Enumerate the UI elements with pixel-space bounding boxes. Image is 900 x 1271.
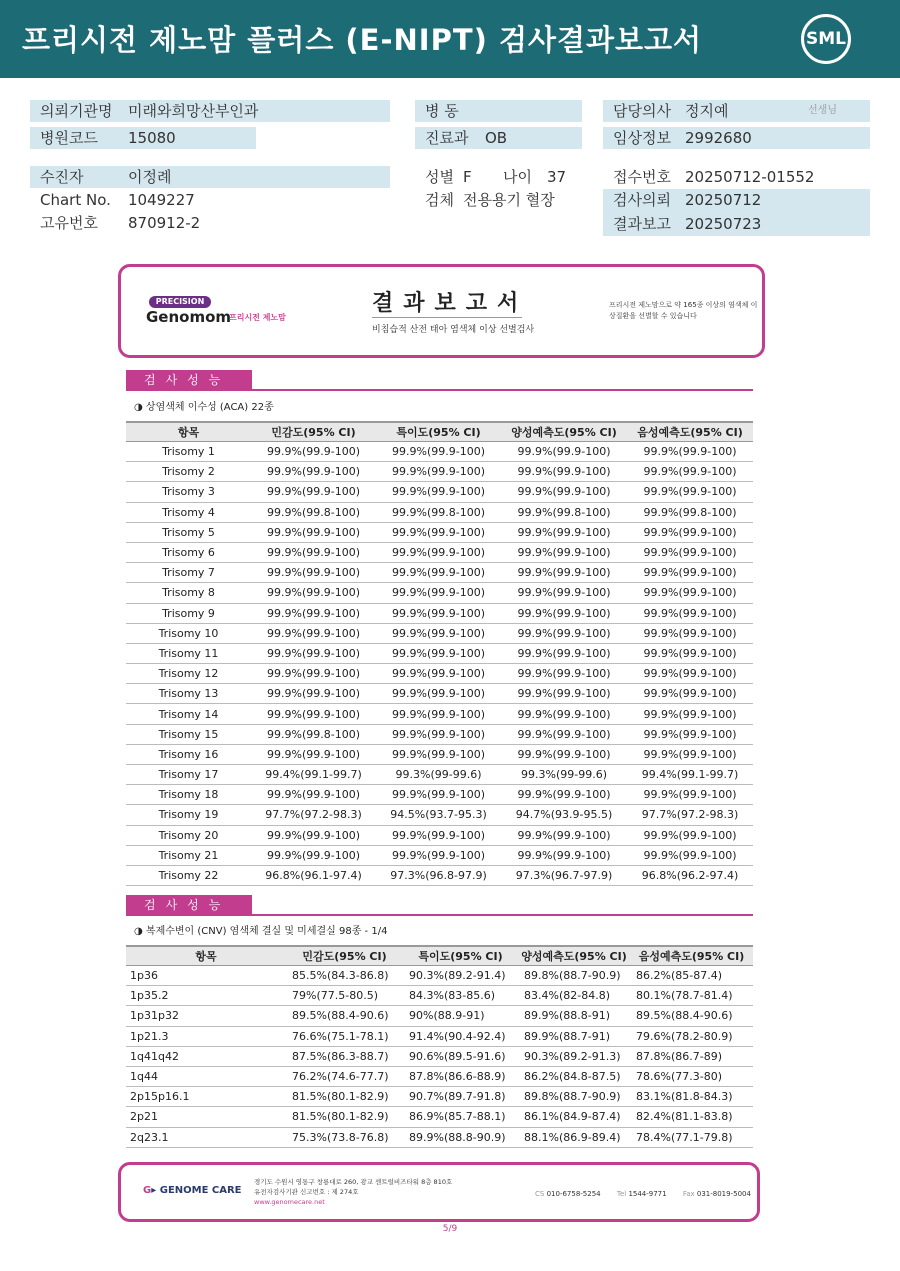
- aca-table-row: [126, 502, 753, 522]
- aca-value-cell: 99.9%(99.9-100): [251, 643, 376, 663]
- aca-value-cell: 99.9%(99.9-100): [376, 704, 501, 724]
- aca-item-cell: Trisomy 10: [126, 623, 251, 643]
- aca-value-cell: 99.9%(99.9-100): [251, 462, 376, 482]
- aca-value-cell: 99.9%(99.9-100): [376, 583, 501, 603]
- aca-value-cell: 99.9%(99.9-100): [251, 603, 376, 623]
- cnv-table-row: [126, 966, 753, 986]
- cnv-value-cell: 86.1%(84.9-87.4): [518, 1107, 630, 1127]
- receipt-value: 20250712-01552: [685, 168, 815, 186]
- aca-value-cell: 99.9%(99.9-100): [376, 643, 501, 663]
- aca-value-cell: 99.9%(99.9-100): [376, 563, 501, 583]
- aca-value-cell: 99.9%(99.9-100): [376, 845, 501, 865]
- sex-age-field: [415, 166, 582, 188]
- aca-table-row: [126, 603, 753, 623]
- cnv-header-cell: 항목: [126, 946, 286, 966]
- aca-table-row: [126, 623, 753, 643]
- aca-item-cell: Trisomy 12: [126, 664, 251, 684]
- sex-value: F: [463, 168, 472, 186]
- aca-value-cell: 99.9%(99.9-100): [376, 825, 501, 845]
- cnv-value-cell: 75.3%(73.8-76.8): [286, 1127, 403, 1147]
- aca-value-cell: 96.8%(96.2-97.4): [627, 865, 753, 885]
- hospital-label: 의뢰기관명: [40, 102, 113, 120]
- aca-value-cell: 99.3%(99-99.6): [501, 765, 627, 785]
- id-label: 고유번호: [40, 214, 98, 232]
- cnv-value-cell: 84.3%(83-85.6): [403, 986, 518, 1006]
- cnv-value-cell: 83.4%(82-84.8): [518, 986, 630, 1006]
- cnv-table-row: [126, 1046, 753, 1066]
- aca-value-cell: 99.9%(99.9-100): [251, 684, 376, 704]
- genomom-brand: Genomom: [146, 308, 232, 326]
- cnv-section-line: [126, 914, 753, 916]
- aca-item-cell: Trisomy 18: [126, 785, 251, 805]
- aca-value-cell: 99.9%(99.9-100): [251, 482, 376, 502]
- cnv-item-cell: 1p31p32: [126, 1006, 286, 1026]
- clinical-field: [603, 127, 870, 149]
- aca-table-row: [126, 542, 753, 562]
- cnv-item-cell: 1q44: [126, 1066, 286, 1086]
- aca-value-cell: 99.9%(99.9-100): [376, 623, 501, 643]
- cnv-item-cell: 2q23.1: [126, 1127, 286, 1147]
- dates-field: [603, 189, 870, 236]
- aca-value-cell: 99.9%(99.8-100): [501, 502, 627, 522]
- aca-value-cell: 99.9%(99.9-100): [376, 522, 501, 542]
- aca-value-cell: 99.9%(99.9-100): [501, 845, 627, 865]
- cs-number: 010-6758-5254: [546, 1190, 601, 1198]
- specimen-label: 검체: [425, 191, 454, 209]
- genome-care-icon-arrow: ▸: [151, 1185, 160, 1196]
- id-value: 870912-2: [128, 214, 201, 232]
- header-bar: [0, 0, 900, 78]
- cnv-value-cell: 89.8%(88.7-90.9): [518, 966, 630, 986]
- footer-card: [118, 1162, 760, 1222]
- code-label: 병원코드: [40, 129, 98, 147]
- cnv-section-tab: 검사성능: [126, 895, 252, 915]
- aca-value-cell: 99.4%(99.1-99.7): [251, 765, 376, 785]
- aca-value-cell: 99.9%(99.9-100): [627, 442, 753, 462]
- aca-value-cell: 97.3%(96.8-97.9): [376, 865, 501, 885]
- cnv-value-cell: 81.5%(80.1-82.9): [286, 1087, 403, 1107]
- cnv-value-cell: 87.8%(86.7-89): [630, 1046, 753, 1066]
- aca-item-cell: Trisomy 20: [126, 825, 251, 845]
- aca-value-cell: 99.9%(99.9-100): [627, 664, 753, 684]
- aca-value-cell: 99.9%(99.9-100): [501, 542, 627, 562]
- cnv-value-cell: 78.6%(77.3-80): [630, 1066, 753, 1086]
- aca-value-cell: 97.7%(97.2-98.3): [251, 805, 376, 825]
- aca-value-cell: 94.5%(93.7-95.3): [376, 805, 501, 825]
- aca-value-cell: 99.9%(99.9-100): [627, 522, 753, 542]
- aca-value-cell: 99.9%(99.9-100): [251, 563, 376, 583]
- aca-item-cell: Trisomy 16: [126, 744, 251, 764]
- aca-value-cell: 99.9%(99.9-100): [627, 724, 753, 744]
- aca-item-cell: Trisomy 13: [126, 684, 251, 704]
- genome-care-name: GENOME CARE: [159, 1185, 242, 1196]
- receipt-label: 접수번호: [613, 168, 671, 186]
- aca-header-cell: 항목: [126, 422, 251, 442]
- sml-logo: SML: [801, 14, 851, 64]
- hospital-field: [30, 100, 390, 122]
- cnv-table-row: [126, 1087, 753, 1107]
- aca-value-cell: 99.9%(99.9-100): [627, 704, 753, 724]
- aca-value-cell: 99.9%(99.9-100): [251, 845, 376, 865]
- tel-number: 1544-9771: [628, 1190, 667, 1198]
- aca-item-cell: Trisomy 22: [126, 865, 251, 885]
- aca-value-cell: 99.9%(99.9-100): [501, 462, 627, 482]
- aca-item-cell: Trisomy 3: [126, 482, 251, 502]
- aca-value-cell: 99.9%(99.9-100): [501, 744, 627, 764]
- aca-value-cell: 99.9%(99.9-100): [501, 623, 627, 643]
- aca-item-cell: Trisomy 4: [126, 502, 251, 522]
- cnv-item-cell: 1q41q42: [126, 1046, 286, 1066]
- cnv-value-cell: 76.2%(74.6-77.7): [286, 1066, 403, 1086]
- cnv-value-cell: 81.5%(80.1-82.9): [286, 1107, 403, 1127]
- aca-value-cell: 99.9%(99.9-100): [251, 744, 376, 764]
- cnv-value-cell: 86.2%(85-87.4): [630, 966, 753, 986]
- cnv-value-cell: 76.6%(75.1-78.1): [286, 1026, 403, 1046]
- aca-table-row: [126, 462, 753, 482]
- genomom-brand-sub: 프리시전 제노맘: [229, 313, 286, 322]
- aca-table-row: [126, 765, 753, 785]
- doctor-label: 담당의사: [613, 102, 671, 120]
- fax-number: 031-8019-5004: [696, 1190, 751, 1198]
- aca-value-cell: 99.9%(99.9-100): [376, 442, 501, 462]
- cnv-value-cell: 82.4%(81.1-83.8): [630, 1107, 753, 1127]
- title-divider: [372, 317, 522, 318]
- clinical-label: 임상정보: [613, 129, 671, 147]
- cnv-value-cell: 90.3%(89.2-91.4): [403, 966, 518, 986]
- aca-item-cell: Trisomy 6: [126, 542, 251, 562]
- cnv-value-cell: 90%(88.9-91): [403, 1006, 518, 1026]
- aca-value-cell: 99.9%(99.9-100): [376, 462, 501, 482]
- aca-item-cell: Trisomy 1: [126, 442, 251, 462]
- aca-item-cell: Trisomy 7: [126, 563, 251, 583]
- aca-value-cell: 99.9%(99.9-100): [376, 542, 501, 562]
- aca-value-cell: 99.9%(99.9-100): [627, 684, 753, 704]
- aca-value-cell: 99.9%(99.9-100): [627, 785, 753, 805]
- result-report-title: 결과보고서: [372, 291, 529, 316]
- dept-value: OB: [485, 129, 508, 147]
- cnv-value-cell: 90.6%(89.5-91.6): [403, 1046, 518, 1066]
- aca-value-cell: 99.9%(99.9-100): [376, 724, 501, 744]
- aca-value-cell: 99.9%(99.9-100): [251, 785, 376, 805]
- id-field: [30, 212, 390, 234]
- aca-value-cell: 99.9%(99.8-100): [251, 724, 376, 744]
- aca-value-cell: 99.9%(99.9-100): [251, 542, 376, 562]
- aca-value-cell: 99.9%(99.9-100): [501, 583, 627, 603]
- aca-value-cell: 99.9%(99.8-100): [627, 502, 753, 522]
- aca-value-cell: 99.9%(99.9-100): [501, 522, 627, 542]
- aca-value-cell: 99.9%(99.9-100): [376, 785, 501, 805]
- cnv-item-cell: 1p21.3: [126, 1026, 286, 1046]
- aca-value-cell: 99.9%(99.9-100): [627, 744, 753, 764]
- code-value: 15080: [128, 129, 176, 147]
- aca-value-cell: 97.3%(96.7-97.9): [501, 865, 627, 885]
- cnv-value-cell: 87.5%(86.3-88.7): [286, 1046, 403, 1066]
- cnv-value-cell: 90.3%(89.2-91.3): [518, 1046, 630, 1066]
- ward-field: [415, 100, 582, 122]
- aca-value-cell: 99.9%(99.9-100): [501, 442, 627, 462]
- cnv-value-cell: 88.1%(86.9-89.4): [518, 1127, 630, 1147]
- aca-value-cell: 99.4%(99.1-99.7): [627, 765, 753, 785]
- aca-value-cell: 99.9%(99.9-100): [627, 563, 753, 583]
- aca-value-cell: 99.9%(99.9-100): [501, 643, 627, 663]
- aca-value-cell: 99.9%(99.9-100): [501, 825, 627, 845]
- age-value: 37: [547, 168, 567, 186]
- aca-value-cell: 99.9%(99.9-100): [627, 643, 753, 663]
- cnv-value-cell: 85.5%(84.3-86.8): [286, 966, 403, 986]
- aca-table-body: [126, 442, 753, 886]
- cnv-table-row: [126, 1066, 753, 1086]
- aca-value-cell: 99.9%(99.9-100): [376, 603, 501, 623]
- cnv-value-cell: 79%(77.5-80.5): [286, 986, 403, 1006]
- aca-value-cell: 99.9%(99.9-100): [627, 845, 753, 865]
- cnv-item-cell: 1p36: [126, 966, 286, 986]
- aca-item-cell: Trisomy 9: [126, 603, 251, 623]
- cs-label: CS: [535, 1190, 545, 1198]
- aca-table-row: [126, 845, 753, 865]
- ward-label: 병 동: [425, 102, 459, 120]
- footer-license: 유전자검사기관 신고번호 : 제 274호: [254, 1188, 359, 1196]
- aca-value-cell: 99.9%(99.9-100): [251, 704, 376, 724]
- aca-value-cell: 99.9%(99.9-100): [501, 563, 627, 583]
- code-field: [30, 127, 256, 149]
- aca-header-cell: 특이도(95% CI): [376, 422, 501, 442]
- cnv-section-title: ◑ 복제수변이 (CNV) 염색체 결실 및 미세결실 98종 - 1/4: [134, 926, 388, 937]
- aca-item-cell: Trisomy 21: [126, 845, 251, 865]
- cnv-item-cell: 2p15p16.1: [126, 1087, 286, 1107]
- page-number: 5/9: [442, 1224, 458, 1234]
- aca-table-row: [126, 744, 753, 764]
- report-label: 결과보고: [613, 215, 671, 233]
- aca-value-cell: 94.7%(93.9-95.5): [501, 805, 627, 825]
- aca-section-tab: 검사성능: [126, 370, 252, 390]
- aca-header-row: [126, 422, 753, 442]
- patient-label: 수진자: [40, 168, 84, 186]
- aca-table: [126, 421, 753, 886]
- aca-table-row: [126, 684, 753, 704]
- report-value: 20250723: [685, 215, 762, 233]
- aca-value-cell: 99.9%(99.9-100): [376, 744, 501, 764]
- aca-value-cell: 99.9%(99.9-100): [251, 522, 376, 542]
- aca-value-cell: 99.9%(99.9-100): [501, 704, 627, 724]
- aca-value-cell: 97.7%(97.2-98.3): [627, 805, 753, 825]
- aca-value-cell: 99.9%(99.9-100): [627, 583, 753, 603]
- doctor-value: 정지예: [685, 102, 729, 120]
- cnv-value-cell: 86.2%(84.8-87.5): [518, 1066, 630, 1086]
- aca-section-title: ◑ 상염색체 이수성 (ACA) 22종: [134, 402, 274, 413]
- aca-value-cell: 99.9%(99.9-100): [627, 462, 753, 482]
- cnv-value-cell: 79.6%(78.2-80.9): [630, 1026, 753, 1046]
- aca-value-cell: 99.9%(99.9-100): [501, 664, 627, 684]
- request-label: 검사의뢰: [613, 191, 671, 209]
- aca-value-cell: 99.9%(99.9-100): [251, 664, 376, 684]
- aca-value-cell: 99.9%(99.9-100): [251, 623, 376, 643]
- cnv-header-cell: 음성예측도(95% CI): [630, 946, 753, 966]
- specimen-field: [415, 189, 582, 211]
- aca-value-cell: 99.9%(99.9-100): [501, 603, 627, 623]
- aca-value-cell: 99.9%(99.8-100): [376, 502, 501, 522]
- aca-item-cell: Trisomy 17: [126, 765, 251, 785]
- cnv-header-cell: 민감도(95% CI): [286, 946, 403, 966]
- aca-value-cell: 99.9%(99.9-100): [501, 684, 627, 704]
- footer-contacts: [521, 1190, 751, 1198]
- aca-item-cell: Trisomy 8: [126, 583, 251, 603]
- cnv-header-cell: 양성예측도(95% CI): [518, 946, 630, 966]
- aca-value-cell: 99.9%(99.9-100): [627, 623, 753, 643]
- aca-table-row: [126, 522, 753, 542]
- report-note: 프리시전 제노맘으로 약 165종 이상의 염색체 이상질환을 선별할 수 있습니다: [609, 301, 758, 320]
- aca-value-cell: 99.9%(99.9-100): [376, 684, 501, 704]
- cnv-value-cell: 78.4%(77.1-79.8): [630, 1127, 753, 1147]
- genome-care-logo: [143, 1185, 242, 1196]
- aca-table-row: [126, 865, 753, 885]
- cnv-table-row: [126, 1026, 753, 1046]
- aca-table-row: [126, 805, 753, 825]
- aca-item-cell: Trisomy 5: [126, 522, 251, 542]
- aca-table-row: [126, 664, 753, 684]
- aca-value-cell: 99.9%(99.9-100): [627, 542, 753, 562]
- cnv-value-cell: 89.5%(88.4-90.6): [286, 1006, 403, 1026]
- cnv-header-cell: 특이도(95% CI): [403, 946, 518, 966]
- aca-table-row: [126, 563, 753, 583]
- cnv-value-cell: 90.7%(89.7-91.8): [403, 1087, 518, 1107]
- aca-value-cell: 99.9%(99.9-100): [376, 664, 501, 684]
- cnv-value-cell: 83.1%(81.8-84.3): [630, 1087, 753, 1107]
- tel-label: Tel: [616, 1190, 627, 1198]
- genome-care-icon: G: [143, 1185, 152, 1196]
- aca-value-cell: 99.9%(99.9-100): [251, 442, 376, 462]
- cnv-item-cell: 1p35.2: [126, 986, 286, 1006]
- cnv-value-cell: 80.1%(78.7-81.4): [630, 986, 753, 1006]
- footer-address-block: [254, 1177, 452, 1207]
- aca-item-cell: Trisomy 19: [126, 805, 251, 825]
- aca-value-cell: 99.9%(99.9-100): [501, 785, 627, 805]
- fax-label: Fax: [682, 1190, 695, 1198]
- aca-value-cell: 99.9%(99.9-100): [627, 482, 753, 502]
- aca-item-cell: Trisomy 14: [126, 704, 251, 724]
- specimen-value: 전용용기 혈장: [463, 191, 555, 209]
- cnv-value-cell: 89.8%(88.7-90.9): [518, 1087, 630, 1107]
- cnv-table-row: [126, 1107, 753, 1127]
- patient-value: 이정례: [128, 168, 172, 186]
- dept-label: 진료과: [425, 129, 469, 147]
- cnv-value-cell: 91.4%(90.4-92.4): [403, 1026, 518, 1046]
- receipt-field: [603, 166, 870, 188]
- footer-web-link[interactable]: www.genomecare.net: [254, 1198, 325, 1206]
- doctor-field: [603, 100, 870, 122]
- aca-table-row: [126, 583, 753, 603]
- aca-table-row: [126, 704, 753, 724]
- chart-label: Chart No.: [40, 191, 111, 209]
- aca-value-cell: 99.9%(99.8-100): [251, 502, 376, 522]
- aca-header-cell: 민감도(95% CI): [251, 422, 376, 442]
- request-value: 20250712: [685, 191, 762, 209]
- hospital-value: 미래와희망산부인과: [128, 102, 259, 120]
- cnv-table-row: [126, 1006, 753, 1026]
- aca-value-cell: 99.9%(99.9-100): [501, 482, 627, 502]
- patient-field: [30, 166, 390, 188]
- aca-value-cell: 99.9%(99.9-100): [251, 583, 376, 603]
- cnv-header-row: [126, 946, 753, 966]
- cnv-value-cell: 89.9%(88.8-91): [518, 1006, 630, 1026]
- doctor-suffix: 선생님: [808, 105, 837, 116]
- aca-item-cell: Trisomy 11: [126, 643, 251, 663]
- aca-value-cell: 99.9%(99.9-100): [376, 482, 501, 502]
- cnv-table-row: [126, 1127, 753, 1147]
- report-title: 프리시전 제노맘 플러스 (E-NIPT) 검사결과보고서: [22, 23, 703, 57]
- aca-value-cell: 99.9%(99.9-100): [627, 603, 753, 623]
- aca-section-line: [126, 389, 753, 391]
- aca-header-cell: 양성예측도(95% CI): [501, 422, 627, 442]
- chart-field: [30, 189, 390, 211]
- cnv-item-cell: 2p21: [126, 1107, 286, 1127]
- cnv-table-row: [126, 986, 753, 1006]
- dept-field: [415, 127, 582, 149]
- aca-table-row: [126, 643, 753, 663]
- clinical-value: 2992680: [685, 129, 752, 147]
- cnv-table-body: [126, 966, 753, 1148]
- aca-table-row: [126, 442, 753, 462]
- cnv-table: [126, 945, 753, 1148]
- chart-value: 1049227: [128, 191, 195, 209]
- aca-value-cell: 99.9%(99.9-100): [501, 724, 627, 744]
- aca-value-cell: 96.8%(96.1-97.4): [251, 865, 376, 885]
- aca-item-cell: Trisomy 2: [126, 462, 251, 482]
- aca-table-row: [126, 825, 753, 845]
- aca-value-cell: 99.9%(99.9-100): [251, 825, 376, 845]
- cnv-value-cell: 86.9%(85.7-88.1): [403, 1107, 518, 1127]
- aca-table-row: [126, 785, 753, 805]
- aca-value-cell: 99.3%(99-99.6): [376, 765, 501, 785]
- footer-address: 경기도 수원시 영통구 창룡대로 260, 광교 센트럴비즈타워 8층 810호: [254, 1178, 453, 1186]
- precision-pill: PRECISION: [149, 296, 211, 308]
- aca-header-cell: 음성예측도(95% CI): [627, 422, 753, 442]
- cnv-value-cell: 89.5%(88.4-90.6): [630, 1006, 753, 1026]
- aca-table-row: [126, 724, 753, 744]
- cnv-value-cell: 87.8%(86.6-88.9): [403, 1066, 518, 1086]
- aca-value-cell: 99.9%(99.9-100): [627, 825, 753, 845]
- aca-item-cell: Trisomy 15: [126, 724, 251, 744]
- result-report-subtitle: 비침습적 산전 태아 염색체 이상 선별검사: [372, 325, 535, 335]
- sex-label: 성별: [425, 168, 454, 186]
- aca-table-row: [126, 482, 753, 502]
- cnv-value-cell: 89.9%(88.8-90.9): [403, 1127, 518, 1147]
- age-label: 나이: [503, 168, 532, 186]
- cnv-value-cell: 89.9%(88.7-91): [518, 1026, 630, 1046]
